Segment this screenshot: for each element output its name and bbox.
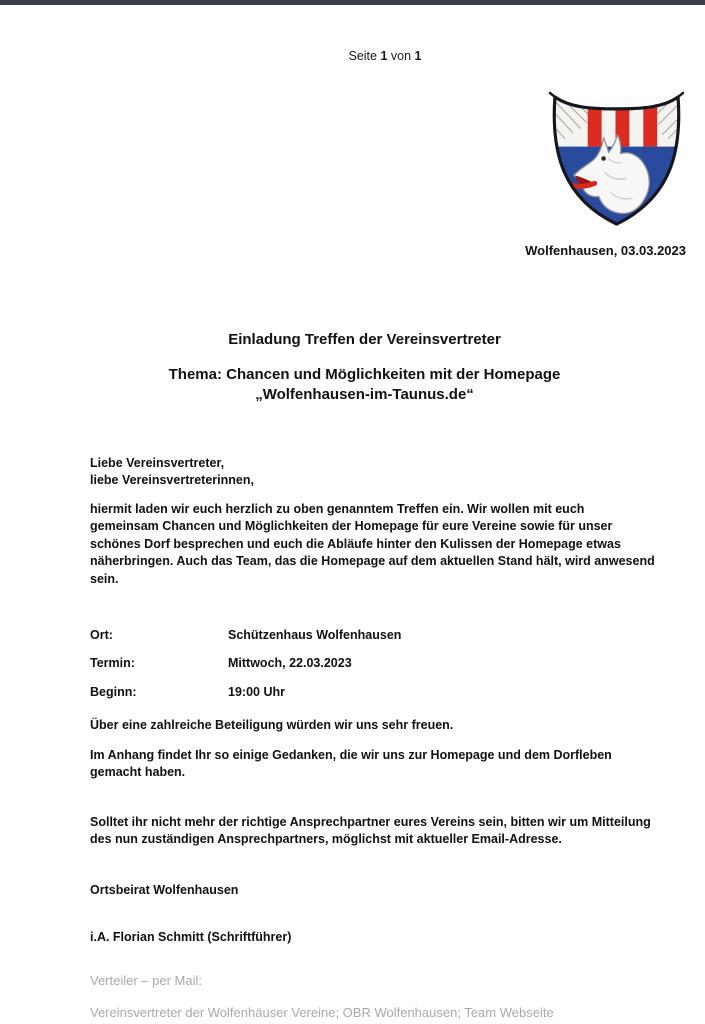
salutation-line-2: liebe Vereinsvertreterinnen,	[90, 473, 254, 488]
page-indicator-current: 1	[380, 49, 388, 63]
page-indicator	[90, 49, 680, 63]
page-indicator-word-seite: Seite	[348, 49, 377, 63]
detail-value-termin: Mittwoch, 22.03.2023	[228, 656, 352, 671]
page-indicator-word-von: von	[390, 49, 412, 63]
detail-label-beginn: Beginn:	[90, 684, 137, 699]
detail-row-beginn	[90, 684, 650, 701]
attachment-line-2: gemacht haben.	[90, 765, 186, 780]
intro-line-1: hiermit laden wir euch herzlich zu oben genanntem Treffen ein. Wir wollen mit euch	[90, 502, 585, 516]
letter-subtitle-line-2: „Wolfenhausen-im-Taunus.de“	[255, 386, 474, 403]
detail-row-termin	[90, 655, 650, 672]
date-line: Wolfenhausen, 03.03.2023	[525, 243, 686, 258]
meeting-details	[90, 627, 650, 712]
intro-paragraph	[90, 501, 665, 588]
detail-value-ort: Schützenhaus Wolfenhausen	[228, 628, 402, 642]
attachment-paragraph	[90, 747, 665, 782]
wolfenhausen-crest-icon	[547, 89, 686, 230]
letter-title-block	[90, 330, 639, 405]
distribution-list-recipients: Vereinsvertreter der Wolfenhäuser Vereine; OBR Wolfenhausen; Team Webseite	[90, 1005, 554, 1020]
salutation	[90, 455, 655, 490]
intro-line-4: näherbringen. Auch das Team, das die Homepage auf dem aktuellen Stand hält, wird anwesend	[90, 554, 655, 569]
letter-title: Einladung Treffen der Vereinsvertreter	[228, 331, 501, 348]
detail-row-ort	[90, 627, 650, 644]
detail-value-beginn: 19:00 Uhr	[228, 684, 285, 699]
window-top-border	[0, 0, 705, 5]
letter-subtitle-line-1: Thema: Chancen und Möglichkeiten mit der Homepage	[168, 366, 561, 383]
detail-label-ort: Ort:	[90, 628, 113, 642]
letter-subtitle	[90, 365, 639, 405]
sender-name: Ortsbeirat Wolfenhausen	[90, 883, 239, 897]
intro-line-5: sein.	[90, 571, 119, 586]
intro-line-3: schönes Dorf besprechen und euch die Abläufe hinter den Kulissen der Homepage etwas	[90, 536, 621, 551]
contact-line-2: des nun zuständigen Ansprechpartners, möglichst mit aktueller Email-Adresse.	[90, 832, 562, 847]
page-indicator-total: 1	[414, 49, 422, 63]
detail-label-termin: Termin:	[90, 656, 135, 671]
contact-line-1: Solltet ihr nicht mehr der richtige Ansprechpartner eures Vereins sein, bitten wir um Mitteilung	[90, 815, 651, 829]
intro-line-2: gemeinsam Chancen und Möglichkeiten der Homepage für eure Vereine sowie für unser	[90, 519, 613, 534]
signature-line: i.A. Florian Schmitt (Schriftführer)	[90, 930, 292, 944]
distribution-list-heading: Verteiler – per Mail:	[90, 973, 202, 988]
salutation-line-1: Liebe Vereinsvertreter,	[90, 456, 225, 470]
contact-paragraph	[90, 814, 670, 849]
attendance-paragraph: Über eine zahlreiche Beteiligung würden wir uns sehr freuen.	[90, 718, 454, 732]
attachment-line-1: Im Anhang findet Ihr so einige Gedanken, die wir uns zur Homepage und dem Dorfleben	[90, 748, 612, 762]
